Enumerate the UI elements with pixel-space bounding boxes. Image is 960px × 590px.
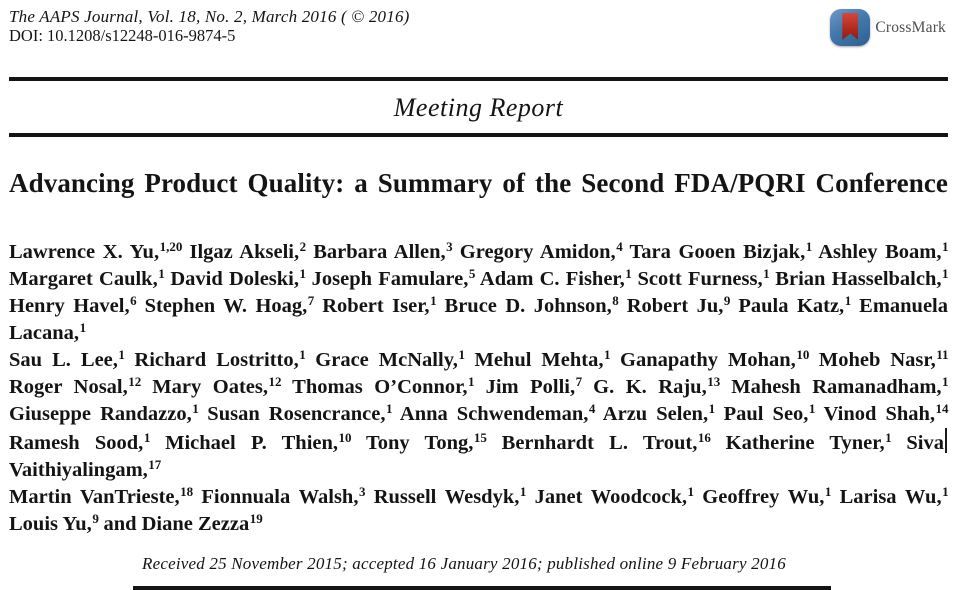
- author-name: Mehul Mehta,$^1$: [474, 346, 611, 371]
- author-name: Roger Nosal,$^{12}$: [9, 373, 142, 398]
- author-name: Henry Havel,$^6$: [9, 292, 137, 317]
- author-affiliation-sup: 1: [158, 265, 165, 281]
- author-affiliation-sup: 18: [180, 483, 194, 499]
- author-name: Vaithiyalingam,$^{17}$: [9, 456, 162, 481]
- author-affiliation-sup: 1: [942, 238, 949, 254]
- author-name: Vinod Shah,$^{14}$: [823, 400, 949, 425]
- author-affiliation-sup: 1: [708, 400, 716, 416]
- author-name: Anna Schwendeman,$^4$: [399, 400, 596, 425]
- author-affiliation-sup: 1: [763, 265, 770, 281]
- author-name: Michael P. Thien,$^{10}$: [165, 429, 352, 454]
- author-affiliation-sup: 1: [192, 400, 199, 416]
- crossmark-badge[interactable]: [830, 9, 946, 46]
- author-affiliation-sup: 19: [249, 510, 263, 526]
- author-affiliation-sup: 1: [118, 346, 125, 362]
- author-affiliation-sup: 3: [446, 238, 453, 254]
- author-affiliation-sup: 1: [844, 292, 852, 308]
- author-name: Fionnuala Walsh,$^3$: [201, 483, 366, 508]
- author-affiliation-sup: 4: [588, 400, 596, 416]
- author-affiliation-sup: 3: [358, 483, 366, 499]
- received-line: Received 25 November 2015; accepted 16 January 2016; published online 9 February 2016: [142, 554, 786, 573]
- author-affiliation-sup: 1: [687, 483, 695, 499]
- author-affiliation-sup: 11: [936, 346, 949, 362]
- author-name: Robert Iser,$^1$: [322, 292, 437, 317]
- author-affiliation-sup: 1: [79, 319, 87, 335]
- journal-citation-line: The AAPS Journal, Vol. 18, No. 2, March 2016 ( © 2016): [9, 7, 410, 26]
- author-affiliation-sup: 6: [130, 292, 137, 308]
- author-name: Susan Rosencrance,$^1$: [207, 400, 393, 425]
- crossmark-icon: [830, 9, 870, 46]
- author-affiliation-sup: 1: [824, 483, 832, 499]
- author-affiliation-sup: 17: [148, 456, 162, 472]
- author-affiliation-sup: 1: [430, 292, 437, 308]
- text-cursor-bar: [945, 428, 947, 453]
- journal-meta: [9, 7, 410, 45]
- author-affiliation-sup: 1: [299, 346, 306, 362]
- author-name: Gregory Amidon,$^4$: [459, 238, 623, 263]
- crossmark-ribbon-icon: [842, 13, 858, 40]
- author-name: Mary Oates,$^{12}$: [152, 373, 282, 398]
- author-affiliation-sup: 1: [808, 400, 816, 416]
- author-affiliation-sup: 1: [604, 346, 611, 362]
- crossmark-label: CrossMark: [875, 18, 946, 36]
- author-name: Sau L. Lee,$^1$: [9, 346, 125, 371]
- author-affiliation-sup: 1: [143, 429, 151, 445]
- author-name: Joseph Famulare,$^5$: [311, 265, 476, 290]
- author-affiliation-sup: 1: [885, 429, 892, 445]
- author-name: Barbara Allen,$^3$: [313, 238, 453, 263]
- author-name: Grace McNally,$^1$: [315, 346, 465, 371]
- author-line: [9, 428, 948, 484]
- author-name: Jim Polli,$^7$: [485, 373, 583, 398]
- abstract-top-rule: [133, 586, 831, 590]
- section-banner: Meeting Report: [393, 93, 564, 122]
- author-affiliation-sup: 15: [473, 429, 487, 445]
- author-line: [9, 484, 948, 511]
- author-name: Mahesh Ramanadham,$^1$: [731, 373, 949, 398]
- author-affiliation-sup: 1: [805, 238, 813, 254]
- author-name: Moheb Nasr,$^{11}$: [818, 346, 949, 371]
- author-affiliation-sup: 1: [299, 265, 306, 281]
- article-title: Advancing Product Quality: a Summary of the Second FDA/PQRI Conference: [9, 168, 948, 198]
- author-name: Margaret Caulk,$^1$: [9, 265, 165, 290]
- author-line: [9, 511, 948, 538]
- author-name: Siva: [906, 432, 944, 454]
- author-name: Thomas O’Connor,$^1$: [292, 373, 475, 398]
- author-line: [9, 266, 948, 293]
- author-affiliation-sup: 16: [697, 429, 711, 445]
- author-affiliation-sup: 7: [307, 292, 315, 308]
- author-name: Tony Tong,$^{15}$: [365, 429, 487, 454]
- author-affiliation-sup: 10: [338, 429, 352, 445]
- author-affiliation-sup: 1: [519, 483, 527, 499]
- author-name: Russell Wesdyk,$^1$: [373, 483, 527, 508]
- author-name: Arzu Selen,$^1$: [602, 400, 716, 425]
- author-affiliation-sup: 9: [92, 510, 99, 526]
- author-name: Bernhardt L. Trout,$^{16}$: [501, 429, 711, 454]
- author-affiliation-sup: 1: [942, 265, 949, 281]
- author-name: Brian Hasselbalch,$^1$: [775, 265, 949, 290]
- author-name: Tara Gooen Bizjak,$^1$: [629, 238, 813, 263]
- author-name: Geoffrey Wu,$^1$: [702, 483, 832, 508]
- author-affiliation-sup: 1: [942, 483, 949, 499]
- author-line: [9, 374, 948, 401]
- author-affiliation-sup: 14: [935, 400, 949, 416]
- author-affiliation-sup: 2: [299, 238, 307, 254]
- author-name: Louis Yu,$^9$: [9, 510, 99, 535]
- author-name: Stephen W. Hoag,$^7$: [144, 292, 315, 317]
- author-name: Janet Woodcock,$^1$: [534, 483, 695, 508]
- author-affiliation-sup: 5: [468, 265, 476, 281]
- author-affiliation-sup: 8: [612, 292, 619, 308]
- author-name: and Diane Zezza$^{19}$: [103, 510, 263, 535]
- author-name: Richard Lostritto,$^1$: [134, 346, 306, 371]
- author-line: [9, 347, 948, 374]
- author-name: Ramesh Sood,$^1$: [9, 429, 151, 454]
- author-affiliation-sup: 4: [616, 238, 623, 254]
- author-name: Ilgaz Akseli,$^2$: [189, 238, 307, 263]
- author-name: Adam C. Fisher,$^1$: [479, 265, 632, 290]
- author-name: Martin VanTrieste,$^{18}$: [9, 483, 194, 508]
- doi-line: DOI: 10.1208/s12248-016-9874-5: [9, 26, 236, 45]
- author-affiliation-sup: 1: [468, 373, 475, 389]
- author-affiliation-sup: 1: [385, 400, 393, 416]
- author-affiliation-sup: 10: [796, 346, 810, 362]
- author-name: Robert Ju,$^9$: [626, 292, 731, 317]
- history-block: [133, 555, 831, 590]
- author-line: [9, 293, 948, 347]
- author-name: Katherine Tyner,$^1$: [725, 429, 892, 454]
- author-name: David Doleski,$^1$: [170, 265, 306, 290]
- author-name: G. K. Raju,$^{13}$: [593, 373, 721, 398]
- author-line: [9, 239, 948, 266]
- author-name: Lawrence X. Yu,$^{1,20}$: [9, 238, 183, 263]
- author-name: Bruce D. Johnson,$^8$: [444, 292, 619, 317]
- author-name: Emanuela Lacana,$^1$: [9, 295, 948, 344]
- author-list: [9, 239, 948, 538]
- page-header: [9, 0, 948, 46]
- author-name: Scott Furness,$^1$: [637, 265, 770, 290]
- author-affiliation-sup: 1: [625, 265, 632, 281]
- author-affiliation-sup: 1: [942, 373, 949, 389]
- author-affiliation-sup: 13: [707, 373, 721, 389]
- author-line: [9, 401, 948, 428]
- author-affiliation-sup: 9: [723, 292, 731, 308]
- author-name: Paula Katz,$^1$: [738, 292, 852, 317]
- author-name: Ganapathy Mohan,$^{10}$: [620, 346, 810, 371]
- author-affiliation-sup: 12: [268, 373, 282, 389]
- author-name: Paul Seo,$^1$: [723, 400, 816, 425]
- author-name: Ashley Boam,$^1$: [818, 238, 949, 263]
- author-affiliation-sup: 1,20: [159, 238, 183, 254]
- author-name: Larisa Wu,$^1$: [839, 483, 949, 508]
- author-affiliation-sup: 12: [128, 373, 142, 389]
- author-name: Giuseppe Randazzo,$^1$: [9, 400, 199, 425]
- author-affiliation-sup: 1: [458, 346, 465, 362]
- banner-bottom-rule: [9, 133, 948, 137]
- author-affiliation-sup: 7: [575, 373, 583, 389]
